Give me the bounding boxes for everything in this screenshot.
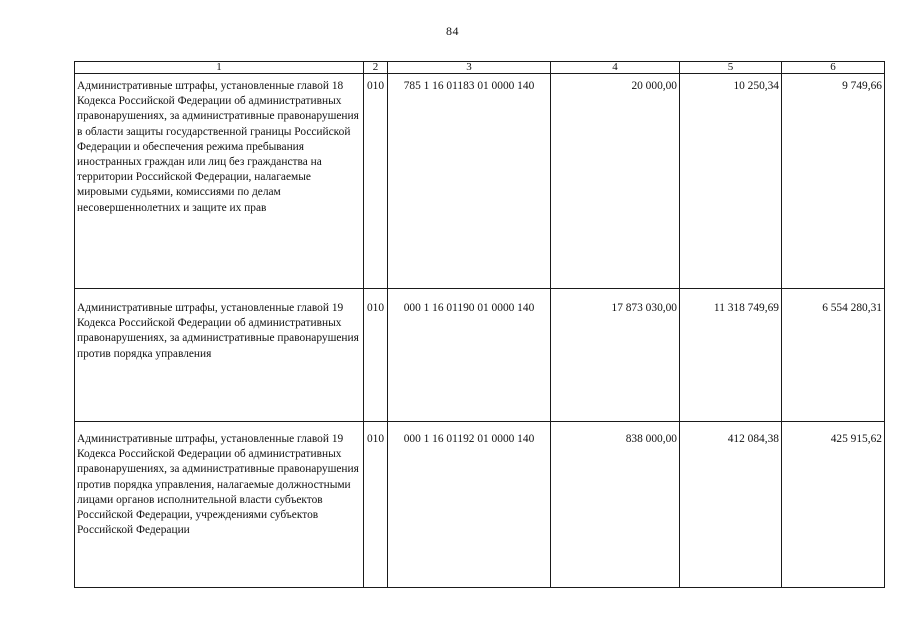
header-col-6: 6 xyxy=(782,62,885,74)
table-row xyxy=(75,289,885,422)
row-col6-value: 6 554 280,31 xyxy=(782,289,885,422)
page-number: 84 xyxy=(446,24,459,38)
budget-table xyxy=(74,61,885,588)
row-line-code: 010 xyxy=(364,422,388,588)
row-description: Административные штрафы, установленные главой 19 Кодекса Российской Федерации об административных правонарушениях, за административные правонарушения против порядка управления xyxy=(75,289,364,422)
row-col6-value: 9 749,66 xyxy=(782,74,885,289)
row-income-code: 785 1 16 01183 01 0000 140 xyxy=(388,74,551,289)
row-col4-value: 17 873 030,00 xyxy=(551,289,680,422)
row-line-code: 010 xyxy=(364,289,388,422)
row-col6-value: 425 915,62 xyxy=(782,422,885,588)
row-income-code: 000 1 16 01192 01 0000 140 xyxy=(388,422,551,588)
header-col-2: 2 xyxy=(364,62,388,74)
row-col5-value: 11 318 749,69 xyxy=(680,289,782,422)
row-line-code: 010 xyxy=(364,74,388,289)
row-income-code: 000 1 16 01190 01 0000 140 xyxy=(388,289,551,422)
row-col5-value: 10 250,34 xyxy=(680,74,782,289)
row-description: Административные штрафы, установленные главой 19 Кодекса Российской Федерации об административных правонарушениях, за административные правонарушения против порядка управления, налагаемые должностными лицами органов исполнительной власти субъектов Российской Федерации, учреждениями субъектов Российской Федерации xyxy=(75,422,364,588)
header-col-4: 4 xyxy=(551,62,680,74)
table-row xyxy=(75,422,885,588)
row-description: Административные штрафы, установленные главой 18 Кодекса Российской Федерации об административных правонарушениях, за административные правонарушения в области защиты государственной границы Российской Федерации и обеспечения режима пребывания иностранных граждан или лиц без гражданства на территории Российской Федерации, налагаемые мировыми судьями, комиссиями по делам несовершеннолетних и защите их прав xyxy=(75,74,364,289)
header-col-5: 5 xyxy=(680,62,782,74)
header-row xyxy=(75,62,885,74)
row-col4-value: 838 000,00 xyxy=(551,422,680,588)
table-row xyxy=(75,74,885,289)
header-col-1: 1 xyxy=(75,62,364,74)
row-col4-value: 20 000,00 xyxy=(551,74,680,289)
header-col-3: 3 xyxy=(388,62,551,74)
row-col5-value: 412 084,38 xyxy=(680,422,782,588)
